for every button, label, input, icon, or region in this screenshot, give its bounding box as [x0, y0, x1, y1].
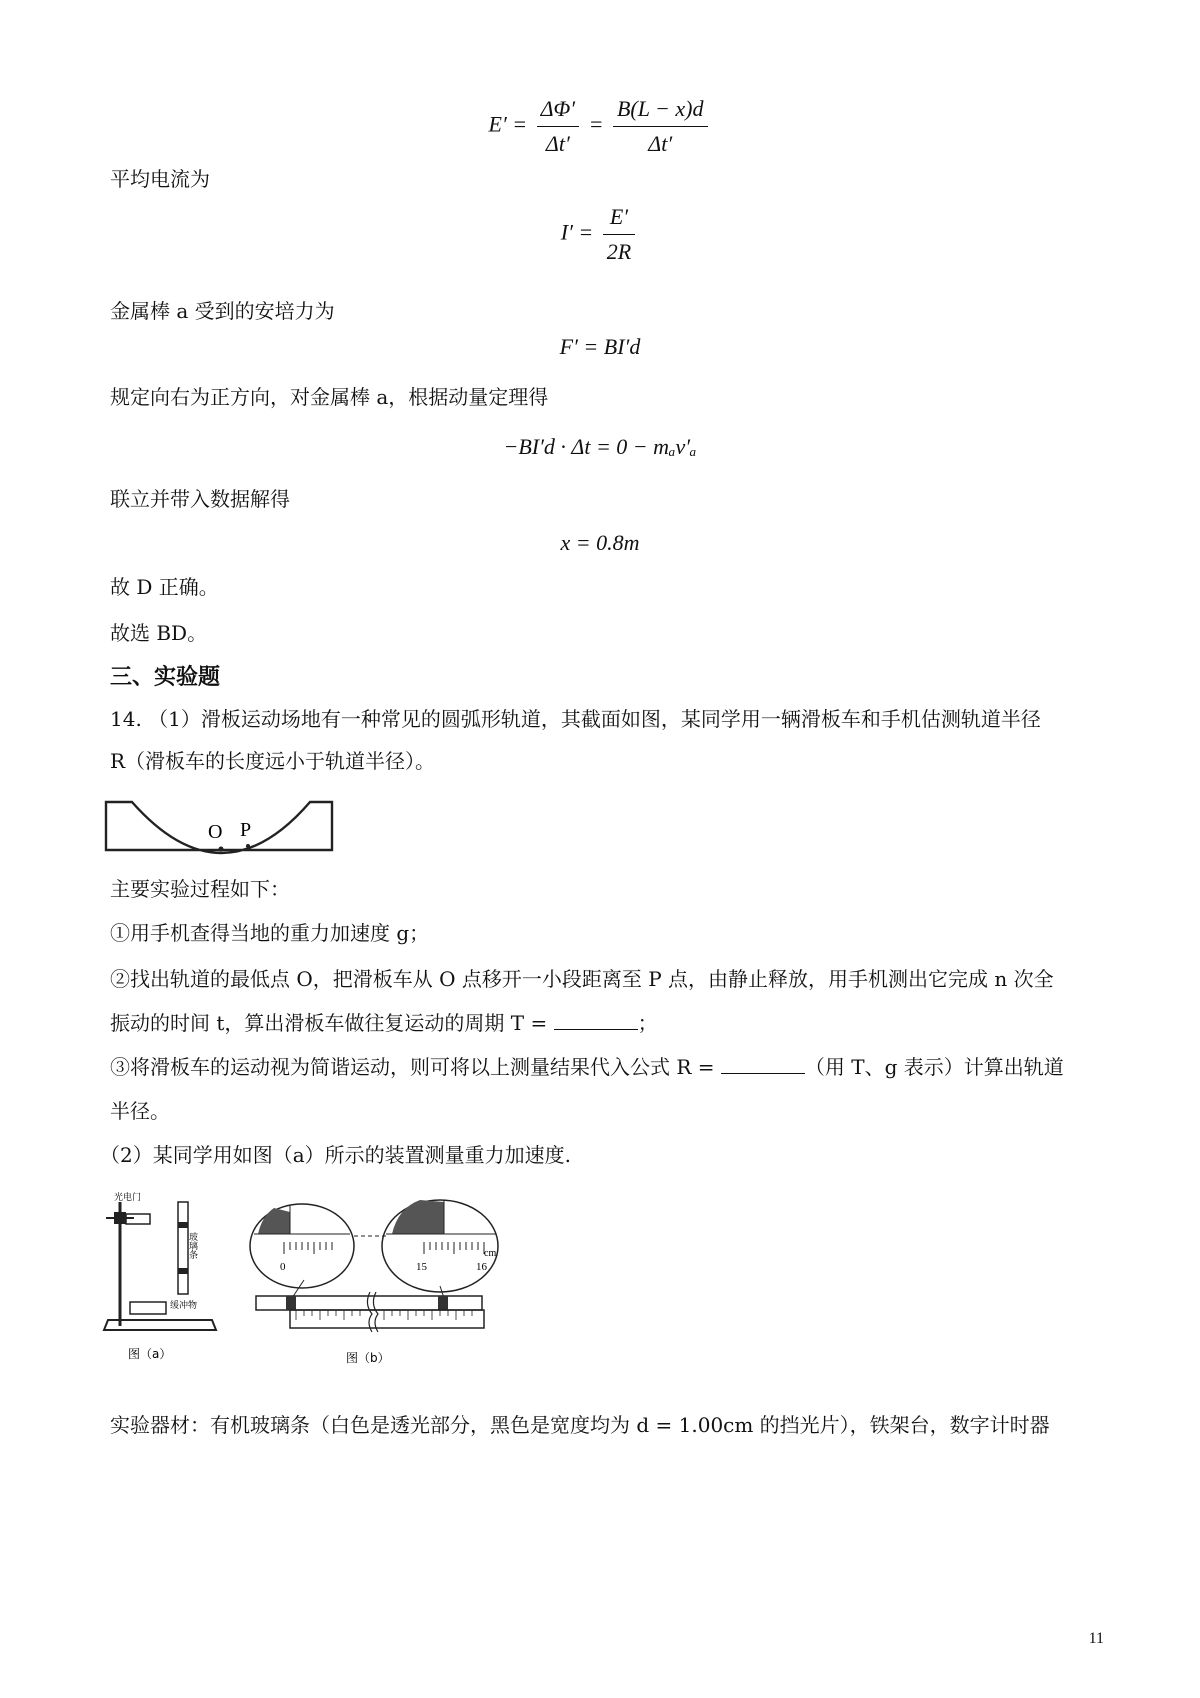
period-blank [554, 1011, 638, 1030]
section-title: 三、实验题 [110, 664, 221, 690]
emf-fraction-2-num: B(L − x)d [613, 92, 708, 127]
figure-b-strip [244, 1196, 524, 1378]
emf-fraction-1-den: Δt′ [545, 131, 570, 156]
figure-a-caption: 图（a） [128, 1347, 172, 1361]
d-correct-text: 故 D 正确。 [110, 575, 219, 599]
figure-a-apparatus [100, 1188, 224, 1378]
emf-equation [0, 92, 1200, 161]
radius-blank [721, 1055, 805, 1074]
cm-unit-label: cm [484, 1248, 497, 1259]
arc-track-figure [104, 796, 336, 856]
force-equation: F′ = BI′d [559, 334, 641, 359]
step3a-prefix: ③将滑板车的运动视为简谐运动，则可将以上测量结果代入公式 R = [110, 1055, 721, 1079]
step3b-text: 半径。 [110, 1099, 170, 1123]
q14-line2: R（滑板车的长度远小于轨道半径）。 [110, 749, 436, 773]
process-text: 主要实验过程如下： [110, 877, 290, 901]
part2-text: （2）某同学用如图（a）所示的装置测量重力加速度. [100, 1143, 572, 1167]
emf-lhs: E′ = [488, 111, 528, 137]
combine-text: 联立并带入数据解得 [110, 487, 290, 511]
step3a-line [110, 1052, 1064, 1082]
step3a-suffix: （用 T、g 表示）计算出轨道 [804, 1055, 1064, 1079]
equals-sign: = [588, 111, 604, 137]
result-equation: x = 0.8m [560, 530, 640, 555]
step2a-text: ②找出轨道的最低点 O，把滑板车从 O 点移开一小段距离至 P 点，由静止释放，用手机测出它完成 n 次全 [110, 967, 1054, 991]
step2b-suffix: ； [637, 1011, 658, 1035]
ampere-force-text: 金属棒 a 受到的安培力为 [110, 299, 335, 323]
emf-fraction-2-den: Δt′ [648, 131, 673, 156]
momentum-intro-text: 规定向右为正方向，对金属棒 a，根据动量定理得 [110, 385, 549, 409]
step1-text: ①用手机查得当地的重力加速度 g； [110, 921, 430, 945]
q14-line1: 14. （1）滑板运动场地有一种常见的圆弧形轨道，其截面如图，某同学用一辆滑板车和手机估测轨道半径 [110, 707, 1041, 731]
point-o-label: O [208, 821, 223, 843]
page-number: 11 [1088, 1630, 1104, 1647]
current-fraction-num: E′ [603, 200, 635, 235]
materials-text: 实验器材：有机玻璃条（白色是透光部分，黑色是宽度均为 d = 1.00cm 的挡光片），铁架台，数字计时器 [110, 1413, 1050, 1437]
current-fraction [603, 200, 635, 269]
choose-bd-text: 故选 BD。 [110, 621, 208, 645]
current-equation [0, 200, 1200, 269]
emf-fraction-2 [613, 92, 708, 161]
emf-fraction-1-num: ΔΦ′ [537, 92, 579, 127]
figure-b-caption: 图（b） [346, 1351, 390, 1365]
current-lhs: I′ = [560, 219, 594, 245]
emf-fraction-1 [537, 92, 579, 161]
step2b-line [110, 1008, 658, 1038]
buffer-label: 缓冲物 [170, 1301, 198, 1311]
current-fraction-den: 2R [606, 239, 632, 264]
tick-0-label: 0 [280, 1261, 286, 1273]
avg-current-text: 平均电流为 [110, 167, 210, 191]
tick-16-label: 16 [476, 1261, 487, 1273]
gate-label: 光电门 [114, 1193, 142, 1203]
point-p-label: P [240, 819, 252, 841]
momentum-equation: −BI′d · Δt = 0 − mₐv′ₐ [503, 434, 697, 459]
step2b-prefix: 振动的时间 t，算出滑板车做往复运动的周期 T = [110, 1011, 554, 1035]
glass-label: 玻璃条 [187, 1232, 197, 1259]
tick-15-label: 15 [416, 1261, 427, 1273]
